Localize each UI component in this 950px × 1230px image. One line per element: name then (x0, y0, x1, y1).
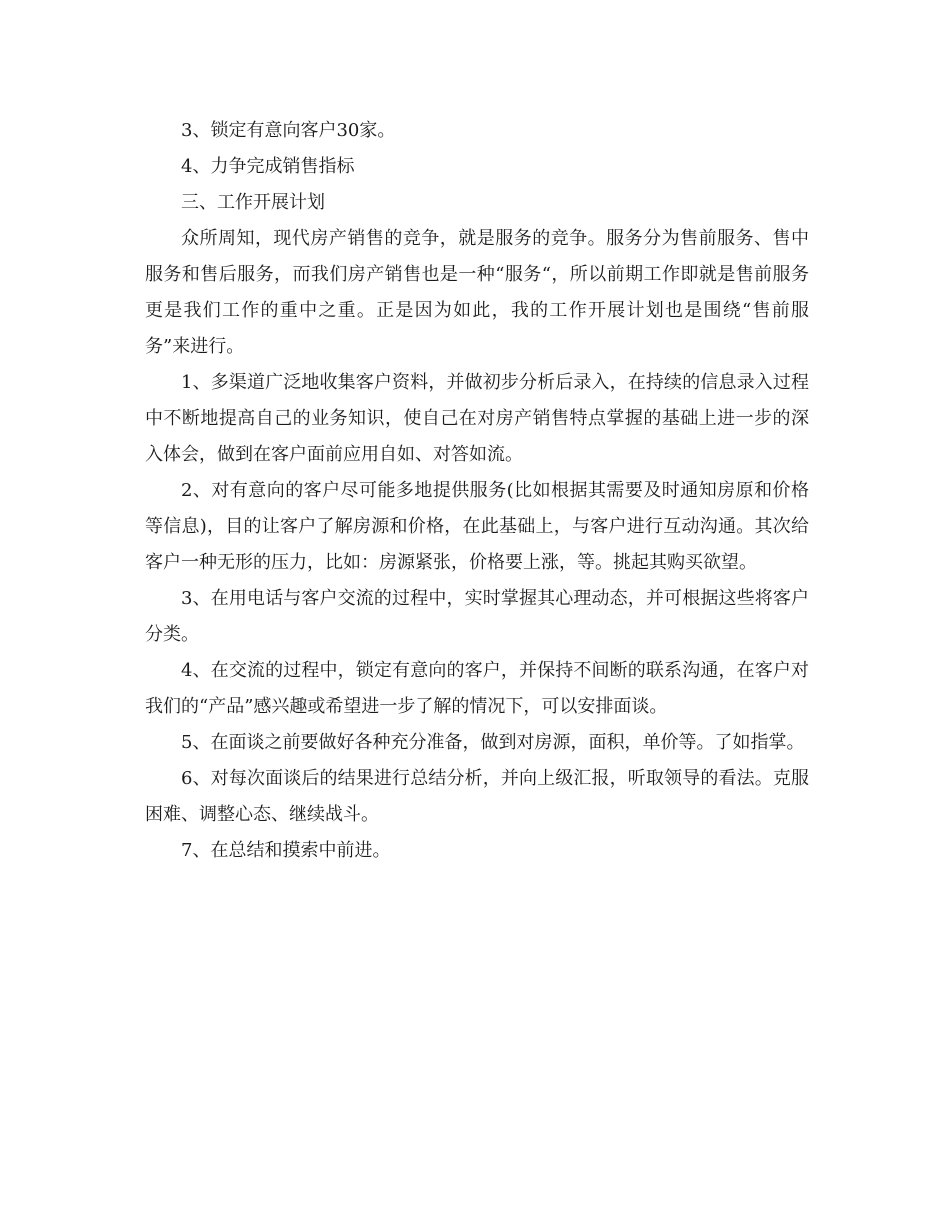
paragraph-plan-1: 1、多渠道广泛地收集客户资料，并做初步分析后录入，在持续的信息录入过程中不断地提高自己的业务知识，使自己在对房产销售特点掌握的基础上进一步的深入体会，做到在客户面前应用自如、对答如流。 (145, 372, 809, 465)
paragraph-plan-4: 4、在交流的过程中，锁定有意向的客户，并保持不间断的联系沟通，在客户对我们的“产品”感兴趣或希望进一步了解的情况下，可以安排面谈。 (145, 660, 809, 717)
document-body (145, 113, 809, 869)
section-heading-work-plan: 三、工作开展计划 (181, 192, 325, 213)
paragraph-plan-7: 7、在总结和摸索中前进。 (181, 840, 391, 861)
paragraph-plan-6: 6、对每次面谈后的结果进行总结分析，并向上级汇报，听取领导的看法。克服困难、调整心态、继续战斗。 (145, 768, 809, 825)
paragraph-goal-4: 4、力争完成销售指标 (181, 156, 355, 177)
paragraph-plan-2: 2、对有意向的客户尽可能多地提供服务(比如根据其需要及时通知房原和价格等信息)，目的让客户了解房源和价格，在此基础上，与客户进行互动沟通。其次给客户一种无形的压力，比如：房源紧张，价格要上涨，等。挑起其购买欲望。 (145, 480, 809, 573)
paragraph-plan-5: 5、在面谈之前要做好各种充分准备，做到对房源，面积，单价等。了如指掌。 (181, 732, 805, 753)
paragraph-plan-3: 3、在用电话与客户交流的过程中，实时掌握其心理动态，并可根据这些将客户分类。 (145, 588, 809, 645)
paragraph-intro: 众所周知，现代房产销售的竞争，就是服务的竞争。服务分为售前服务、售中服务和售后服务，而我们房产销售也是一种“服务“，所以前期工作即就是售前服务更是我们工作的重中之重。正是因为如此，我的工作开展计划也是围绕“售前服务”来进行。 (145, 228, 809, 357)
paragraph-goal-3: 3、锁定有意向客户30家。 (181, 120, 396, 141)
